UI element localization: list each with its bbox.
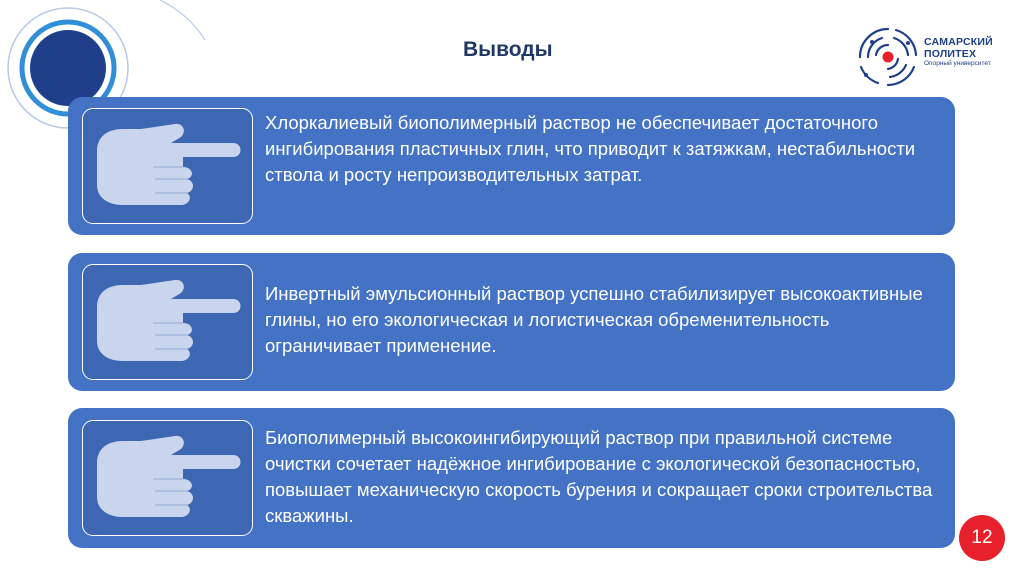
conclusion-text-2: Инвертный эмульсионный раствор успешно стабилизирует высокоактивные глины, но его экологическая и логистическая обременительность ограничивает применение. — [265, 283, 923, 356]
conclusion-card-2 — [68, 253, 955, 391]
conclusion-card-1 — [68, 97, 955, 235]
conclusion-card-3 — [68, 408, 955, 548]
logo-text — [924, 37, 993, 68]
logo-line-2: ПОЛИТЕХ — [924, 47, 977, 60]
conclusion-text-3: Биополимерный высокоингибирующий раствор при правильной системе очистки сочетает надёжное ингибирование с экологической безопасностью, повышает механическую скорость бурения и сокращает сроки строительства скважины. — [265, 427, 933, 526]
slide-title: Выводы — [463, 38, 553, 61]
logo-line-1: САМАРСКИЙ — [924, 36, 993, 48]
page-number-badge: 12 — [959, 515, 1005, 561]
university-logo-icon — [852, 17, 924, 91]
university-logo — [852, 17, 1012, 91]
conclusion-text-1: Хлоркалиевый биополимерный раствор не обеспечивает достаточного ингибирования пластичных глин, что приводит к затяжкам, нестабильности ствола и росту непроизводительных затрат. — [265, 112, 916, 185]
pointing-hand-icon — [82, 108, 253, 224]
logo-line-3: Опорный университет — [924, 60, 991, 67]
pointing-hand-icon — [82, 420, 253, 536]
pointing-hand-icon — [82, 264, 253, 380]
